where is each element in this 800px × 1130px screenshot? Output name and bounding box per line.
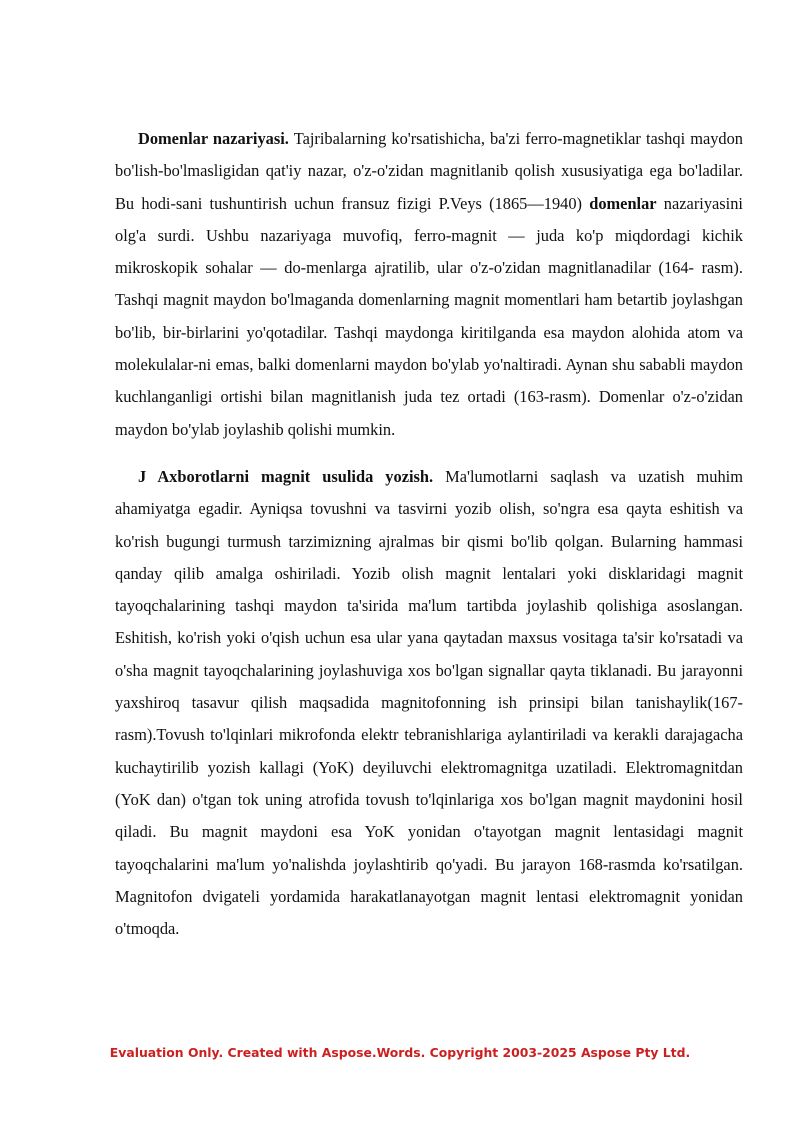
paragraph-magnetic-recording — [115, 461, 743, 945]
evaluation-watermark-footer: Evaluation Only. Created with Aspose.Words. Copyright 2003-2025 Aspose Pty Ltd. — [109, 1045, 691, 1060]
paragraph-text: nazariyasini olg'a surdi. Ushbu nazariyaga muvofiq, ferro-magnit — juda ko'p miqdordagi kichik mikroskopik sohalar — do-menlarga ajratilib, ular o'z-o'zidan magnitlanadilar (164- rasm). Tashqi magnit maydon bo'lmaganda domenlarning magnit momentlari ham betartib joylashgan bo'lib, bir-birlarini yo'qotadilar. Tashqi maydonga kiritilganda esa maydon alohida atom va molekulalar-ni emas, balki domenlarni maydon bo'ylab yo'naltiradi. Aynan shu sababli maydon kuchlanganligi ortishi bilan magnitlanish juda tez ortadi (163-rasm). Domenlar o'z-o'zidan maydon bo'ylab joylashib qolishi mumkin. — [115, 193, 743, 439]
paragraph-text: Ma'lumotlarni saqlash va uzatish muhim ahamiyatga egadir. Ayniqsa tovushni va tasvirni yozib olish, so'ngra esa qayta eshitish va ko'rish bugungi turmush tarzimizning ajralmas bir qismi bo'lib qolgan. Bularning hammasi qanday qilib amalga oshiriladi. Yozib olish magnit lentalari yoki disklaridagi magnit tayoqchalarining tashqi maydon ta'sirida ma'lum tartibda joylashib qolishiga asoslangan. Eshitish, ko'rish yoki o'qish uchun esa ular yana qaytadan maxsus vositaga ta'sir ko'rsatadi va o'sha magnit tayoqchalarining joylashuviga xos bo'lgan signallar qayta tiklanadi. Bu jarayonni yaxshiroq tasavur qilish maqsadida magnitofonning ish prinsipi bilan tanishaylik(167-rasm).Tovush to'lqinlari mikrofonda elektr tebranishlariga aylantiriladi va kerakli darajagacha kuchaytirilib yozish kallagi (YoK) deyiluvchi elektromagnitga uzatiladi. Elektromagnitdan (YoK dan) o'tgan tok uning atrofida tovush to'lqinlariga xos bo'lgan magnit maydonini hosil qiladi. Bu magnit maydoni esa YoK yonidan o'tayotgan magnit lentasidagi magnit tayoqchalarini ma'lum yo'nalishda joylashtirib qo'yadi. Bu jarayon 168-rasmda ko'rsatilgan. Magnitofon dvigateli yordamida harakatlanayotgan magnit lentasi elektromagnit yonidan o'tmoqda. — [115, 466, 743, 939]
section-heading-domain-theory: Domenlar nazariyasi. — [138, 129, 289, 148]
bold-term: domenlar — [589, 193, 657, 213]
paragraph-domain-theory — [115, 123, 743, 446]
section-heading-magnetic-recording: J Axborotlarni magnit usulida yozish. — [138, 466, 434, 486]
document-page — [115, 123, 743, 945]
paragraph-text: Tajribalarning ko'rsatishicha, ba'zi ferro-magnetiklar tashqi maydon bo'lish-bo'lmasligidan qat'iy nazar, o'z-o'zidan magnitlanib qolish xususiyatiga ega bo'ladilar. Bu hodi-sani tushuntirish uchun fransuz fizigi P.Veys (1865—1940) — [115, 129, 743, 213]
